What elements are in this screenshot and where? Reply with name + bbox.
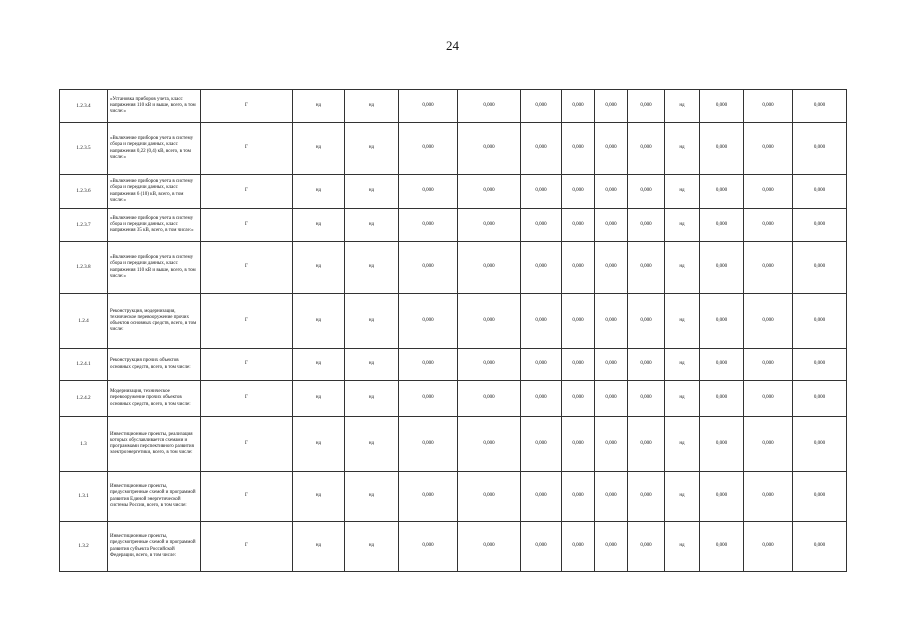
table-cell: 0,000: [700, 349, 744, 381]
table-cell: Г: [201, 242, 293, 294]
table-cell: нд: [665, 90, 700, 123]
table-cell: 0,000: [595, 472, 628, 522]
table-cell: 0,000: [744, 294, 793, 349]
table-cell: нд: [345, 381, 399, 417]
table-cell: 0,000: [399, 417, 458, 472]
row-code: 1.2.3.5: [60, 123, 108, 175]
table-cell: 0,000: [628, 417, 665, 472]
row-name: «Включение приборов учета в систему сбора и передачи данных, класс напряжения 6 (10) кВ, всего, в том числе:»: [108, 175, 201, 209]
table-cell: 0,000: [458, 175, 521, 209]
row-name: «Установка приборов учета, класс напряжения 110 кВ и выше, всего, в том числе:»: [108, 90, 201, 123]
table-cell: нд: [293, 381, 345, 417]
table-cell: 0,000: [628, 294, 665, 349]
table-cell: 0,000: [521, 242, 562, 294]
table-cell: 0,000: [628, 90, 665, 123]
table-cell: 0,000: [628, 381, 665, 417]
table-cell: нд: [665, 349, 700, 381]
row-name: «Включение приборов учета в систему сбора и передачи данных, класс напряжения 110 кВ и выше, всего, в том числе:»: [108, 242, 201, 294]
table-cell: 0,000: [562, 209, 595, 242]
table-row: [60, 417, 847, 472]
table-cell: 0,000: [458, 90, 521, 123]
table-cell: 0,000: [399, 175, 458, 209]
table-cell: 0,000: [700, 381, 744, 417]
table-cell: 0,000: [595, 417, 628, 472]
row-code: 1.3.1: [60, 472, 108, 522]
investment-table: [59, 89, 847, 572]
table-row: [60, 209, 847, 242]
table-cell: Г: [201, 175, 293, 209]
table-cell: 0,000: [793, 522, 847, 572]
table-row: [60, 242, 847, 294]
table-cell: нд: [345, 294, 399, 349]
table-cell: нд: [345, 417, 399, 472]
table-cell: 0,000: [562, 349, 595, 381]
table-row: [60, 294, 847, 349]
table-cell: 0,000: [521, 349, 562, 381]
table-cell: 0,000: [793, 417, 847, 472]
table-cell: нд: [293, 417, 345, 472]
table-cell: 0,000: [700, 294, 744, 349]
table-cell: 0,000: [595, 294, 628, 349]
table-body: [60, 90, 847, 572]
row-code: 1.3.2: [60, 522, 108, 572]
table-cell: нд: [665, 294, 700, 349]
table-row: [60, 522, 847, 572]
table-cell: 0,000: [700, 522, 744, 572]
table-cell: 0,000: [628, 175, 665, 209]
table-cell: 0,000: [700, 242, 744, 294]
table-cell: 0,000: [744, 242, 793, 294]
table-cell: 0,000: [628, 472, 665, 522]
table-cell: 0,000: [744, 381, 793, 417]
table-cell: 0,000: [793, 294, 847, 349]
table-cell: 0,000: [399, 381, 458, 417]
table-cell: Г: [201, 90, 293, 123]
table-cell: 0,000: [399, 349, 458, 381]
table-cell: нд: [293, 175, 345, 209]
table-cell: 0,000: [399, 242, 458, 294]
table-cell: 0,000: [793, 381, 847, 417]
table-cell: 0,000: [793, 472, 847, 522]
table-cell: 0,000: [595, 123, 628, 175]
table-cell: нд: [345, 209, 399, 242]
table-cell: 0,000: [399, 522, 458, 572]
table-cell: 0,000: [521, 175, 562, 209]
row-name: Инвестиционные проекты, реализация которых обуславливается схемами и программами перспективного развития электроэнергетики, всего, в том числе:: [108, 417, 201, 472]
table-cell: Г: [201, 294, 293, 349]
table-cell: 0,000: [399, 294, 458, 349]
table-cell: 0,000: [399, 472, 458, 522]
table-cell: 0,000: [562, 242, 595, 294]
table-cell: 0,000: [744, 90, 793, 123]
table-cell: 0,000: [399, 209, 458, 242]
table-cell: 0,000: [399, 90, 458, 123]
table-row: [60, 472, 847, 522]
table-cell: нд: [293, 294, 345, 349]
table-cell: 0,000: [744, 472, 793, 522]
table-cell: 0,000: [793, 123, 847, 175]
table-cell: 0,000: [458, 209, 521, 242]
table-cell: 0,000: [458, 294, 521, 349]
table-cell: 0,000: [744, 209, 793, 242]
table-cell: 0,000: [744, 522, 793, 572]
table-cell: 0,000: [628, 349, 665, 381]
table-cell: 0,000: [458, 522, 521, 572]
table-cell: нд: [293, 472, 345, 522]
table-cell: Г: [201, 522, 293, 572]
row-name: «Включение приборов учета в систему сбора и передачи данных, класс напряжения 35 кВ, всего, в том числе:»: [108, 209, 201, 242]
row-name: «Включение приборов учета в систему сбора и передачи данных, класс напряжения 0,22 (0,4) кВ, всего, в том числе:»: [108, 123, 201, 175]
row-code: 1.2.3.7: [60, 209, 108, 242]
table-cell: нд: [293, 123, 345, 175]
table-cell: 0,000: [595, 90, 628, 123]
table-cell: нд: [293, 242, 345, 294]
row-name: Инвестиционные проекты, предусмотренные схемой и программой развития субъекта Российской Федерации, всего, в том числе:: [108, 522, 201, 572]
row-code: 1.2.4.1: [60, 349, 108, 381]
table-cell: нд: [665, 123, 700, 175]
table-cell: нд: [293, 209, 345, 242]
table-cell: 0,000: [521, 522, 562, 572]
table-cell: 0,000: [628, 242, 665, 294]
table-cell: 0,000: [521, 417, 562, 472]
table-row: [60, 381, 847, 417]
table-cell: 0,000: [595, 209, 628, 242]
table-cell: 0,000: [793, 242, 847, 294]
table-row: [60, 123, 847, 175]
table-cell: нд: [665, 522, 700, 572]
table-cell: Г: [201, 417, 293, 472]
table-cell: 0,000: [562, 417, 595, 472]
table-cell: нд: [293, 522, 345, 572]
table-cell: 0,000: [458, 242, 521, 294]
table-cell: 0,000: [628, 209, 665, 242]
table-cell: 0,000: [458, 417, 521, 472]
table-cell: 0,000: [562, 472, 595, 522]
page-number: 24: [446, 38, 459, 53]
table-cell: 0,000: [458, 381, 521, 417]
table-cell: Г: [201, 349, 293, 381]
table-cell: нд: [345, 349, 399, 381]
table-cell: 0,000: [521, 472, 562, 522]
table-cell: 0,000: [562, 381, 595, 417]
table-cell: нд: [665, 242, 700, 294]
table-cell: 0,000: [562, 175, 595, 209]
table-cell: 0,000: [458, 349, 521, 381]
table-cell: 0,000: [521, 90, 562, 123]
table-row: [60, 175, 847, 209]
table-cell: 0,000: [744, 123, 793, 175]
table-cell: 0,000: [628, 522, 665, 572]
table-cell: 0,000: [628, 123, 665, 175]
table-cell: 0,000: [458, 123, 521, 175]
table-cell: 0,000: [595, 381, 628, 417]
table-cell: 0,000: [700, 90, 744, 123]
table-cell: 0,000: [458, 472, 521, 522]
row-code: 1.2.4.2: [60, 381, 108, 417]
table-cell: 0,000: [399, 123, 458, 175]
table-cell: 0,000: [744, 175, 793, 209]
table-row: [60, 349, 847, 381]
table-cell: 0,000: [595, 175, 628, 209]
table-cell: Г: [201, 209, 293, 242]
row-name: Инвестиционные проекты, предусмотренные схемой и программой развития Единой энергетической системы России, всего, в том числе:: [108, 472, 201, 522]
table-cell: нд: [665, 381, 700, 417]
table-cell: нд: [665, 472, 700, 522]
table-cell: 0,000: [595, 242, 628, 294]
table-cell: нд: [665, 209, 700, 242]
table-cell: нд: [345, 175, 399, 209]
table-cell: нд: [665, 417, 700, 472]
row-code: 1.2.3.8: [60, 242, 108, 294]
row-code: 1.2.3.4: [60, 90, 108, 123]
table-cell: 0,000: [562, 123, 595, 175]
table-cell: Г: [201, 472, 293, 522]
table-cell: 0,000: [562, 522, 595, 572]
table-cell: Г: [201, 123, 293, 175]
table-cell: Г: [201, 381, 293, 417]
table-cell: нд: [345, 242, 399, 294]
table-cell: нд: [293, 349, 345, 381]
row-code: 1.2.4: [60, 294, 108, 349]
table-cell: нд: [345, 522, 399, 572]
table-cell: 0,000: [595, 522, 628, 572]
row-code: 1.3: [60, 417, 108, 472]
table-cell: 0,000: [521, 209, 562, 242]
table-cell: 0,000: [521, 294, 562, 349]
table-cell: 0,000: [700, 175, 744, 209]
table-cell: 0,000: [793, 209, 847, 242]
table-cell: 0,000: [562, 90, 595, 123]
table-cell: 0,000: [793, 90, 847, 123]
table-cell: 0,000: [793, 175, 847, 209]
table-cell: 0,000: [700, 472, 744, 522]
table-cell: нд: [345, 472, 399, 522]
table-cell: нд: [293, 90, 345, 123]
table-cell: 0,000: [744, 417, 793, 472]
table-cell: 0,000: [744, 349, 793, 381]
row-name: Модернизация, техническое перевооружение прочих объектов основных средств, всего, в том числе:: [108, 381, 201, 417]
row-name: Реконструкция прочих объектов основных средств, всего, в том числе:: [108, 349, 201, 381]
table-cell: 0,000: [595, 349, 628, 381]
table-cell: 0,000: [700, 209, 744, 242]
table-cell: нд: [665, 175, 700, 209]
table-cell: 0,000: [521, 123, 562, 175]
table-cell: 0,000: [700, 123, 744, 175]
row-code: 1.2.3.6: [60, 175, 108, 209]
table-cell: нд: [345, 123, 399, 175]
table-cell: 0,000: [700, 417, 744, 472]
table-row: [60, 90, 847, 123]
table-cell: нд: [345, 90, 399, 123]
row-name: Реконструкция, модернизация, техническое перевооружение прочих объектов основных средств, всего, в том числе:: [108, 294, 201, 349]
table-cell: 0,000: [793, 349, 847, 381]
table-cell: 0,000: [562, 294, 595, 349]
table-cell: 0,000: [521, 381, 562, 417]
